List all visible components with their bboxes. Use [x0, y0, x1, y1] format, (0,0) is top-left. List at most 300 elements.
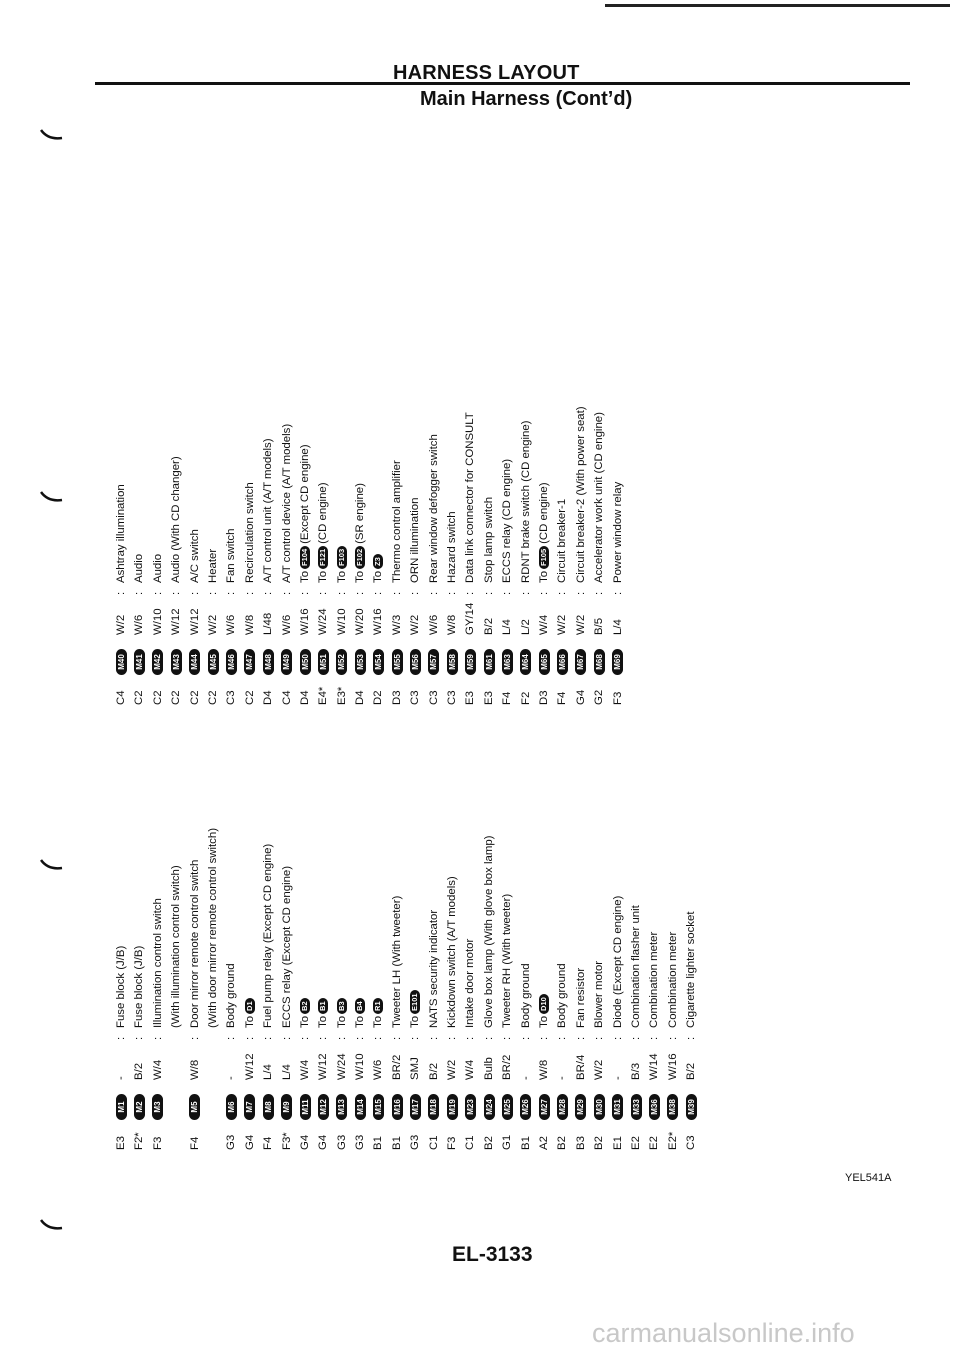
table-row: [664, 828, 682, 1150]
connector-description: [278, 424, 296, 583]
connector-description: [369, 552, 387, 583]
wire-spec: W/10: [151, 608, 164, 635]
grid-reference: C3: [685, 1135, 698, 1150]
connector-description: [461, 939, 479, 1028]
table-row: [645, 828, 663, 1150]
grid-reference: E1: [611, 1136, 624, 1150]
table-row: [333, 406, 351, 705]
table-row: [130, 828, 148, 1150]
grid-reference: C1: [464, 1135, 477, 1150]
separator-colon: :: [335, 591, 348, 595]
grid-reference: G4: [574, 689, 587, 705]
table-row: [149, 406, 167, 705]
separator-colon: :: [593, 1036, 606, 1040]
connector-cell: [152, 1080, 163, 1120]
connector-cell: [631, 1080, 642, 1120]
connector-description: [296, 996, 314, 1028]
wire-spec: W/12: [317, 1053, 330, 1080]
wire-spec: W/2: [574, 614, 587, 635]
grid-reference: E3*: [335, 686, 348, 705]
connector-cell: [594, 1080, 605, 1120]
description-text: Kickdown switch (A/T models): [446, 876, 459, 1028]
table-row: [369, 828, 387, 1150]
connector-description: [149, 898, 167, 1028]
wire-spec: Bulb: [482, 1057, 495, 1080]
reference-connector-badge: D1: [245, 998, 255, 1014]
separator-colon: :: [556, 591, 569, 595]
connector-description: [498, 894, 516, 1028]
binder-tick-mark: [40, 128, 64, 142]
connector-cell: [336, 635, 347, 675]
grid-reference: G4: [243, 1134, 256, 1150]
description-text: A/C switch: [188, 529, 201, 583]
description-text: A/T control device (A/T models): [280, 423, 293, 583]
description-text: RDNT brake switch (CD engine): [519, 420, 532, 583]
wire-spec: W/16: [666, 1053, 679, 1080]
connector-description: [222, 963, 240, 1028]
grid-reference: G3: [409, 1134, 422, 1150]
connector-cell: [263, 1080, 274, 1120]
separator-colon: :: [280, 1036, 293, 1040]
connector-badge: M56: [410, 649, 421, 675]
wire-spec: B/3: [629, 1062, 642, 1080]
wire-spec: -: [115, 1076, 127, 1080]
separator-colon: :: [298, 591, 311, 595]
connector-badge: M14: [355, 1094, 366, 1120]
wire-spec: B/5: [593, 617, 606, 635]
grid-reference: E2*: [666, 1131, 679, 1150]
connector-cell: [355, 1080, 366, 1120]
table-row: [259, 828, 277, 1150]
separator-colon: :: [482, 1036, 495, 1040]
grid-reference: D4: [298, 690, 311, 705]
connector-description: [314, 996, 332, 1028]
connector-badge: M17: [410, 1094, 421, 1120]
separator-colon: :: [464, 591, 477, 595]
description-text: To: [409, 1015, 422, 1028]
connector-badge: M58: [447, 649, 458, 675]
table-row: [351, 828, 369, 1150]
connector-description: [443, 511, 461, 583]
description-text: To: [317, 1015, 330, 1028]
table-row: [222, 828, 240, 1150]
table-row: [535, 828, 553, 1150]
connector-badge: M52: [336, 649, 347, 675]
separator-colon: :: [574, 1036, 587, 1040]
grid-reference: C4: [115, 690, 127, 705]
connector-badge: M9: [281, 1094, 292, 1120]
connector-badge: M59: [465, 649, 476, 675]
connector-description: [388, 460, 406, 583]
wire-spec: W/12: [243, 1053, 256, 1080]
table-row: [553, 828, 571, 1150]
connector-description: [517, 963, 535, 1028]
grid-reference: B1: [390, 1136, 403, 1150]
table-row: [241, 406, 259, 705]
binder-tick-mark: [40, 1218, 64, 1232]
table-row: [351, 406, 369, 705]
grid-reference: F3: [151, 1136, 164, 1150]
reference-connector-badge: F103: [337, 546, 347, 569]
connector-badge: M12: [318, 1094, 329, 1120]
description-text: Diode (Except CD engine): [611, 895, 624, 1028]
connector-cell: [539, 1080, 550, 1120]
grid-reference: B3: [574, 1136, 587, 1150]
wire-spec: W/8: [188, 1059, 201, 1080]
connector-badge: M50: [300, 649, 311, 675]
separator-colon: :: [243, 1036, 256, 1040]
wire-spec: W/2: [206, 614, 219, 635]
grid-reference: B2: [593, 1136, 606, 1150]
table-row: [204, 828, 222, 1150]
connector-cell: [244, 1080, 255, 1120]
wire-spec: W/4: [298, 1059, 311, 1080]
description-text: Intake door motor: [464, 938, 477, 1028]
table-row: [186, 406, 204, 705]
description-text: To: [537, 570, 550, 583]
wire-spec: W/24: [335, 1053, 348, 1080]
connector-description: [572, 968, 590, 1028]
connector-cell: [502, 1080, 513, 1120]
description-text: To: [372, 570, 385, 583]
table-row: [204, 406, 222, 705]
connector-badge: M67: [575, 649, 586, 675]
connector-description: [461, 412, 479, 583]
description-suffix: (CD engine): [317, 482, 330, 544]
connector-badge: M65: [539, 649, 550, 675]
wire-spec: W/2: [593, 1059, 606, 1080]
separator-colon: :: [390, 591, 403, 595]
connector-badge: M5: [189, 1094, 200, 1120]
separator-colon: :: [115, 1036, 127, 1040]
connector-cell: [465, 635, 476, 675]
connector-description: [388, 896, 406, 1028]
separator-colon: :: [537, 1036, 550, 1040]
connector-cell: [557, 1080, 568, 1120]
reference-connector-badge: F121: [318, 546, 328, 569]
description-text: Fan switch: [225, 528, 238, 583]
page-title: HARNESS LAYOUT: [393, 62, 580, 84]
connector-badge: M54: [373, 649, 384, 675]
connector-description: [406, 498, 424, 583]
reference-connector-badge: F104: [300, 546, 310, 569]
table-row: [296, 406, 314, 705]
connector-cell: [594, 635, 605, 675]
description-text: ECCS relay (CD engine): [501, 458, 514, 583]
table-row: [241, 828, 259, 1150]
description-text: To: [317, 570, 330, 583]
connector-badge: M36: [649, 1094, 660, 1120]
connector-badge: M61: [484, 649, 495, 675]
wire-spec: W/24: [317, 608, 330, 635]
connector-badge: M18: [428, 1094, 439, 1120]
wire-spec: W/16: [298, 608, 311, 635]
connector-cell: [152, 635, 163, 675]
description-text: Illumination control switch: [151, 898, 164, 1028]
connector-description: [480, 497, 498, 583]
grid-reference: G3: [335, 1134, 348, 1150]
connector-description: [664, 932, 682, 1028]
connector-badge: M45: [208, 649, 219, 675]
separator-colon: :: [262, 591, 275, 595]
description-text: To: [335, 1015, 348, 1028]
description-text: Body ground: [556, 963, 569, 1028]
grid-reference: G4: [298, 1134, 311, 1150]
connector-badge: M7: [244, 1094, 255, 1120]
grid-reference: C3: [446, 690, 459, 705]
grid-reference: E3: [482, 691, 495, 705]
separator-colon: :: [446, 591, 459, 595]
connector-description: [406, 988, 424, 1028]
connector-badge: M42: [152, 649, 163, 675]
connector-table-left: [112, 828, 701, 1150]
connector-badge: M44: [189, 649, 200, 675]
table-row: [388, 828, 406, 1150]
connector-cell: [575, 1080, 586, 1120]
connector-description: [535, 992, 553, 1028]
description-text: Fuse block (J/B): [133, 945, 146, 1028]
connector-badge: M46: [226, 649, 237, 675]
connector-description: [333, 544, 351, 583]
connector-description: [333, 996, 351, 1028]
connector-badge: M31: [612, 1094, 623, 1120]
connector-badge: M23: [465, 1094, 476, 1120]
separator-colon: :: [317, 591, 330, 595]
connector-badge: M28: [557, 1094, 568, 1120]
separator-colon: :: [666, 1036, 679, 1040]
wire-spec: W/6: [427, 614, 440, 635]
description-text: Fuel pump relay (Except CD engine): [262, 843, 275, 1028]
wire-spec: W/2: [409, 614, 422, 635]
grid-reference: E3: [464, 691, 477, 705]
description-text: ORN illumination: [409, 497, 422, 583]
table-row: [425, 406, 443, 705]
connector-badge: M64: [520, 649, 531, 675]
wire-spec: W/8: [243, 614, 256, 635]
wire-spec: BR/4: [574, 1054, 587, 1080]
connector-cell: [373, 635, 384, 675]
separator-colon: :: [556, 1036, 569, 1040]
table-row: [443, 406, 461, 705]
connector-description: [572, 406, 590, 583]
description-text: Body ground: [519, 963, 532, 1028]
wire-spec: W/20: [354, 608, 367, 635]
separator-colon: :: [151, 1036, 164, 1040]
connector-cell: [612, 635, 623, 675]
reference-connector-badge: D10: [539, 994, 549, 1014]
connector-cell: [502, 635, 513, 675]
table-row: [425, 828, 443, 1150]
grid-reference: C3: [409, 690, 422, 705]
connector-badge: M16: [392, 1094, 403, 1120]
reference-connector-badge: B4: [355, 998, 365, 1014]
connector-description: [204, 549, 222, 583]
description-text: Glove box lamp (With glove box lamp): [482, 835, 495, 1028]
description-text: Ashtray illumination: [115, 484, 127, 583]
wire-spec: B/2: [427, 1062, 440, 1080]
separator-colon: :: [501, 1036, 514, 1040]
connector-cell: [649, 1080, 660, 1120]
reference-connector-badge: B1: [318, 998, 328, 1014]
description-text: Circuit breaker-2 (With power seat): [574, 406, 587, 583]
grid-reference: C2: [206, 690, 219, 705]
wire-spec: W/10: [354, 1053, 367, 1080]
connector-description: [369, 996, 387, 1028]
grid-reference: F3: [446, 1136, 459, 1150]
connector-description: [443, 876, 461, 1028]
table-row: [186, 828, 204, 1150]
connector-description: [112, 484, 130, 583]
table-row: [167, 406, 185, 705]
wire-spec: W/12: [170, 608, 183, 635]
diagram-code: YEL541A: [845, 1172, 892, 1184]
grid-reference: E4*: [317, 686, 330, 705]
connector-cell: [318, 1080, 329, 1120]
separator-colon: :: [574, 591, 587, 595]
connector-cell: [318, 635, 329, 675]
connector-description: [186, 529, 204, 583]
wire-spec: L/4: [501, 619, 514, 635]
grid-reference: F2: [519, 691, 532, 705]
separator-colon: :: [372, 591, 385, 595]
connector-cell: [244, 635, 255, 675]
separator-colon: :: [501, 591, 514, 595]
connector-badge: M26: [520, 1094, 531, 1120]
table-row: [461, 828, 479, 1150]
table-row: [480, 828, 498, 1150]
binder-tick-mark: [40, 490, 64, 504]
connector-description: [130, 554, 148, 583]
connector-description: [682, 912, 700, 1029]
table-row: [333, 828, 351, 1150]
description-text: Accelerator work unit (CD engine): [593, 412, 606, 583]
separator-colon: :: [409, 1036, 422, 1040]
grid-reference: G2: [593, 689, 606, 705]
description-text: Stop lamp switch: [482, 496, 495, 583]
separator-colon: :: [225, 1036, 238, 1040]
table-row: [278, 406, 296, 705]
description-text: To: [354, 570, 367, 583]
table-row: [590, 406, 608, 705]
wire-spec: W/2: [556, 614, 569, 635]
wire-spec: L/2: [519, 619, 532, 635]
connector-cell: [520, 1080, 531, 1120]
table-row: [406, 828, 424, 1150]
connector-badge: M24: [484, 1094, 495, 1120]
description-text: Power window relay: [611, 481, 624, 583]
connector-description: [609, 896, 627, 1028]
connector-badge: M29: [575, 1094, 586, 1120]
connector-cell: [410, 1080, 421, 1120]
separator-colon: :: [354, 1036, 367, 1040]
separator-colon: :: [427, 1036, 440, 1040]
connector-cell: [300, 635, 311, 675]
connector-cell: [134, 635, 145, 675]
connector-description: [149, 554, 167, 583]
connector-cell: [134, 1080, 145, 1120]
connector-cell: [336, 1080, 347, 1120]
table-row: [572, 828, 590, 1150]
connector-description: [627, 905, 645, 1028]
connector-badge: M38: [667, 1094, 678, 1120]
connector-description: [351, 483, 369, 583]
wire-spec: B/2: [133, 1062, 146, 1080]
connector-description: [590, 412, 608, 583]
grid-reference: F4: [188, 1136, 201, 1150]
separator-colon: :: [648, 1036, 661, 1040]
connector-badge: M43: [171, 649, 182, 675]
reference-connector-badge: R1: [373, 998, 383, 1014]
reference-connector-badge: F105: [539, 546, 549, 569]
connector-badge: M2: [134, 1094, 145, 1120]
connector-cell: [373, 1080, 384, 1120]
wire-spec: -: [225, 1076, 238, 1080]
wire-spec: W/8: [446, 614, 459, 635]
description-text: Combination meter: [648, 931, 661, 1028]
wire-spec: SMJ: [409, 1057, 422, 1080]
separator-colon: :: [464, 1036, 477, 1040]
grid-reference: F3: [611, 691, 624, 705]
description-text: ECCS relay (Except CD engine): [280, 865, 293, 1028]
grid-reference: F4: [556, 691, 569, 705]
table-row: [314, 406, 332, 705]
grid-reference: F4: [262, 1136, 275, 1150]
reference-connector-badge: Z3: [373, 554, 383, 569]
connector-cell: [171, 635, 182, 675]
connector-cell: [281, 1080, 292, 1120]
connector-badge: M8: [263, 1094, 274, 1120]
connector-cell: [520, 635, 531, 675]
connector-cell: [226, 1080, 237, 1120]
description-text: Audio: [151, 553, 164, 583]
separator-colon: :: [427, 591, 440, 595]
connector-cell: [465, 1080, 476, 1120]
connector-cell: [263, 635, 274, 675]
table-row: [590, 828, 608, 1150]
connector-badge: M63: [502, 649, 513, 675]
separator-colon: :: [446, 1036, 459, 1040]
connector-badge: M49: [281, 649, 292, 675]
separator-colon: :: [611, 591, 624, 595]
watermark-text: carmanualsonline.info: [592, 1318, 855, 1348]
connector-badge: M27: [539, 1094, 550, 1120]
description-text: Combination meter: [666, 931, 679, 1028]
table-row: [443, 828, 461, 1150]
description-text: Fan resistor: [574, 967, 587, 1028]
connector-badge: M48: [263, 649, 274, 675]
grid-reference: A2: [537, 1136, 550, 1150]
connector-badge: M55: [392, 649, 403, 675]
connector-badge: M3: [152, 1094, 163, 1120]
grid-reference: C2: [133, 690, 146, 705]
connector-cell: [355, 635, 366, 675]
description-suffix: (SR engine): [354, 483, 367, 544]
table-row: [627, 828, 645, 1150]
page-number: EL-3133: [452, 1243, 533, 1266]
table-row: [278, 828, 296, 1150]
wire-spec: L/48: [262, 612, 275, 635]
description-text: Tweeter RH (With tweeter): [501, 893, 514, 1028]
connector-badge: M15: [373, 1094, 384, 1120]
wire-spec: GY/14: [464, 602, 477, 635]
wire-spec: -: [611, 1076, 624, 1080]
grid-reference: B1: [372, 1136, 385, 1150]
table-row: [480, 406, 498, 705]
connector-description: [590, 961, 608, 1028]
connector-cell: [484, 1080, 495, 1120]
grid-reference: C2: [243, 690, 256, 705]
wire-spec: B/2: [482, 617, 495, 635]
